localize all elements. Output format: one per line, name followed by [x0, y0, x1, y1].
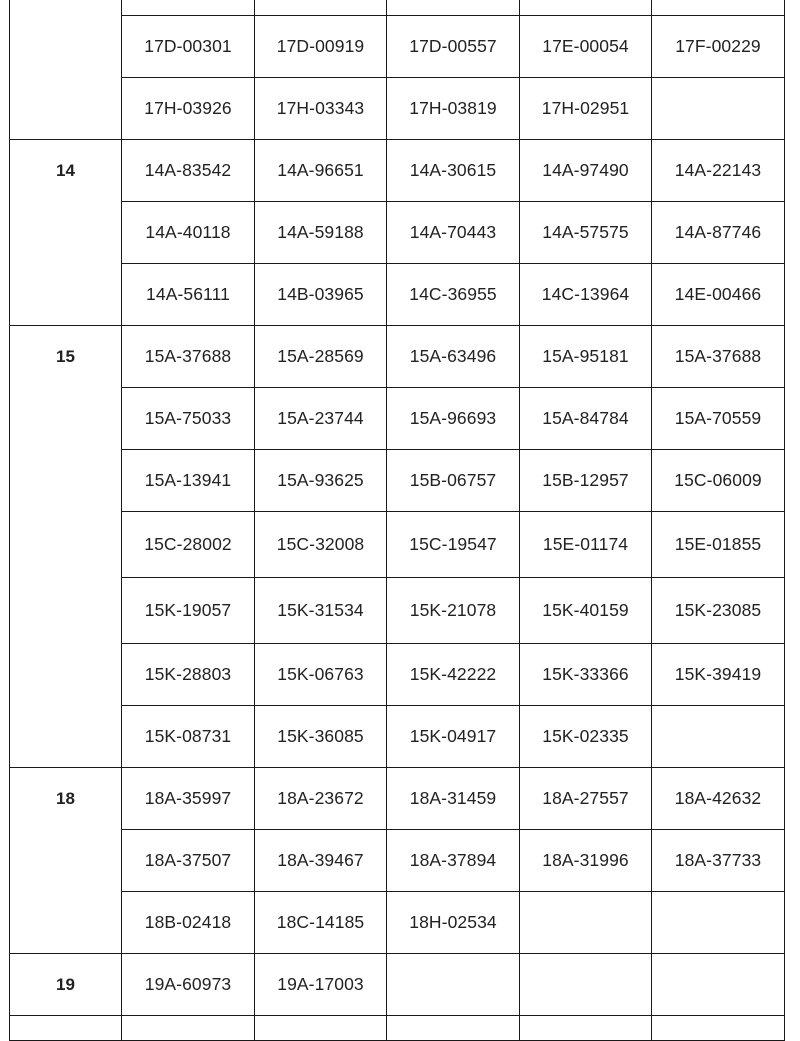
code-cell: 18A-31459 [387, 768, 520, 830]
code-cell [520, 1016, 652, 1041]
table-row [10, 202, 785, 264]
table-row [10, 140, 785, 202]
table-row [10, 1016, 785, 1041]
code-cell: 15A-37688 [652, 326, 785, 388]
table-row [10, 954, 785, 1016]
table-row [10, 0, 785, 16]
code-cell: 18C-14185 [255, 892, 387, 954]
code-cell: 15K-42222 [387, 644, 520, 706]
code-cell: 18A-37733 [652, 830, 785, 892]
code-cell: 15C-06009 [652, 450, 785, 512]
table-row [10, 830, 785, 892]
table-row [10, 892, 785, 954]
code-cell [387, 1016, 520, 1041]
code-cell [520, 892, 652, 954]
code-cell [255, 1016, 387, 1041]
code-cell: 15A-70559 [652, 388, 785, 450]
code-cell: 15C-19547 [387, 512, 520, 578]
code-cell [652, 78, 785, 140]
table-row [10, 16, 785, 78]
code-cell: 15K-04917 [387, 706, 520, 768]
code-cell: 15B-06757 [387, 450, 520, 512]
code-cell: 14B-03965 [255, 264, 387, 326]
code-cell: 15K-19057 [122, 578, 255, 644]
group-prefix-cell [10, 1016, 122, 1041]
table-row [10, 768, 785, 830]
table-row [10, 578, 785, 644]
code-cell: 18A-31996 [520, 830, 652, 892]
code-cell: 14A-57575 [520, 202, 652, 264]
code-cell: 14A-70443 [387, 202, 520, 264]
code-cell [387, 0, 520, 16]
code-cell: 14A-97490 [520, 140, 652, 202]
code-cell: 15A-23744 [255, 388, 387, 450]
code-cell: 15K-40159 [520, 578, 652, 644]
code-cell: 14A-30615 [387, 140, 520, 202]
table-row [10, 450, 785, 512]
code-cell: 14A-96651 [255, 140, 387, 202]
code-cell: 15C-32008 [255, 512, 387, 578]
code-cell [652, 706, 785, 768]
group-prefix-cell: 15 [10, 326, 122, 768]
code-cell [255, 0, 387, 16]
code-cell: 15K-21078 [387, 578, 520, 644]
code-cell: 18B-02418 [122, 892, 255, 954]
code-cell: 18A-37507 [122, 830, 255, 892]
code-cell [520, 0, 652, 16]
table-row [10, 264, 785, 326]
code-cell: 18A-37894 [387, 830, 520, 892]
table-row [10, 78, 785, 140]
code-cell: 15A-93625 [255, 450, 387, 512]
code-cell: 15A-37688 [122, 326, 255, 388]
code-cell [652, 892, 785, 954]
code-cell: 17H-03343 [255, 78, 387, 140]
code-cell: 17E-00054 [520, 16, 652, 78]
code-cell: 14A-83542 [122, 140, 255, 202]
code-cell: 17F-00229 [652, 16, 785, 78]
code-cell: 15E-01855 [652, 512, 785, 578]
code-cell: 15A-63496 [387, 326, 520, 388]
code-cell [122, 1016, 255, 1041]
code-cell: 15A-84784 [520, 388, 652, 450]
code-cell: 18A-23672 [255, 768, 387, 830]
table-row [10, 512, 785, 578]
code-cell: 18A-42632 [652, 768, 785, 830]
code-cell: 15K-06763 [255, 644, 387, 706]
code-cell: 15K-39419 [652, 644, 785, 706]
code-cell: 14C-13964 [520, 264, 652, 326]
code-cell: 15A-95181 [520, 326, 652, 388]
code-cell: 15K-33366 [520, 644, 652, 706]
code-cell: 15B-12957 [520, 450, 652, 512]
table-row [10, 706, 785, 768]
code-cell: 14A-87746 [652, 202, 785, 264]
code-cell [652, 1016, 785, 1041]
group-prefix-cell: 18 [10, 768, 122, 954]
code-cell: 15K-08731 [122, 706, 255, 768]
code-cell: 14A-59188 [255, 202, 387, 264]
group-prefix-cell: 14 [10, 140, 122, 326]
table-row [10, 644, 785, 706]
code-cell: 15A-28569 [255, 326, 387, 388]
code-cell: 19A-17003 [255, 954, 387, 1016]
code-cell: 17D-00557 [387, 16, 520, 78]
code-cell: 18H-02534 [387, 892, 520, 954]
registration-table [9, 0, 785, 1041]
code-cell [652, 954, 785, 1016]
code-cell: 18A-27557 [520, 768, 652, 830]
table-row [10, 326, 785, 388]
code-cell: 19A-60973 [122, 954, 255, 1016]
code-cell: 15K-31534 [255, 578, 387, 644]
group-prefix-cell [10, 0, 122, 140]
code-cell [652, 0, 785, 16]
code-cell: 15C-28002 [122, 512, 255, 578]
code-cell: 18A-39467 [255, 830, 387, 892]
code-cell: 15E-01174 [520, 512, 652, 578]
code-cell [520, 954, 652, 1016]
code-cell: 17D-00919 [255, 16, 387, 78]
code-cell: 14E-00466 [652, 264, 785, 326]
code-cell: 18A-35997 [122, 768, 255, 830]
code-cell: 14A-22143 [652, 140, 785, 202]
table-row [10, 388, 785, 450]
code-cell: 14A-40118 [122, 202, 255, 264]
code-cell: 14C-36955 [387, 264, 520, 326]
code-cell: 17H-03819 [387, 78, 520, 140]
group-prefix-cell: 19 [10, 954, 122, 1016]
code-cell [122, 0, 255, 16]
code-cell: 15K-23085 [652, 578, 785, 644]
code-cell: 17H-02951 [520, 78, 652, 140]
code-cell: 15K-36085 [255, 706, 387, 768]
code-cell: 15K-02335 [520, 706, 652, 768]
code-cell [387, 954, 520, 1016]
code-cell: 15A-96693 [387, 388, 520, 450]
code-cell: 17D-00301 [122, 16, 255, 78]
code-cell: 14A-56111 [122, 264, 255, 326]
code-cell: 15A-75033 [122, 388, 255, 450]
code-cell: 15K-28803 [122, 644, 255, 706]
code-cell: 17H-03926 [122, 78, 255, 140]
code-cell: 15A-13941 [122, 450, 255, 512]
